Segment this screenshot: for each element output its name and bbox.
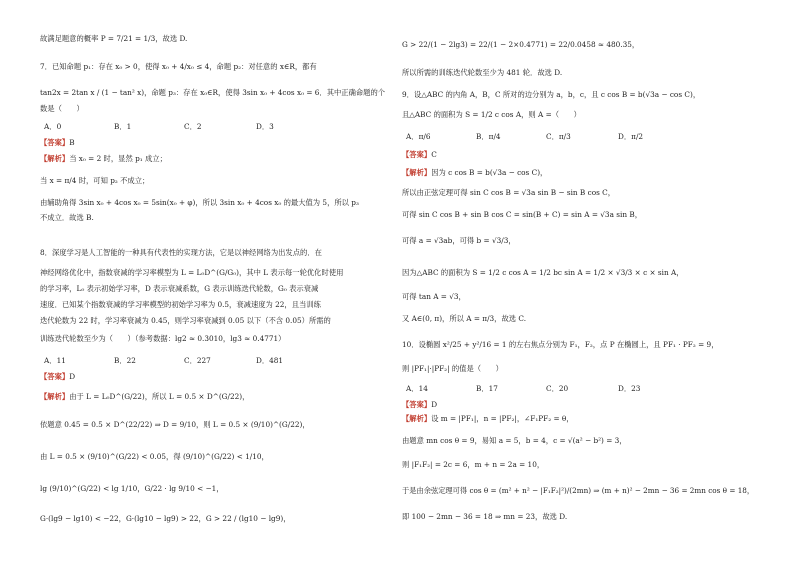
q7-solution-line2: 当 x = π/4 时，可知 p₂ 不成立； <box>40 176 150 185</box>
q10-option-b: B．17 <box>476 384 498 393</box>
q9-solution-line3: 可得 sin C cos B + sin B cos C = sin(B + C) = sin A = √3a sin B， <box>402 210 642 219</box>
q9-solution-line2: 所以由正弦定理可得 sin C cos B = √3a sin B − sin B cos C， <box>402 188 616 197</box>
q8-answer-value: D <box>69 372 76 381</box>
left-column <box>40 0 400 562</box>
q9-option-d: D．π/2 <box>618 132 644 141</box>
q9-stem-line1: 9．设△ABC 的内角 A，B，C 所对的边分别为 a，b，c，且 c cos B = b(√3a − cos C)， <box>402 90 701 99</box>
q9-solution-line6: 可得 tan A = √3， <box>402 292 466 301</box>
answer-tag: 【答案】 <box>40 372 70 381</box>
q8-solution-line1 <box>40 392 249 401</box>
q10-stem-line2: 则 |PF₁|·|PF₂| 的值是（ ） <box>402 364 503 373</box>
q8-solution-line5: G·(lg9 − lg10) < −22，G·(lg10 − lg9) > 22，G > 22 / (lg10 − lg9)， <box>40 514 291 523</box>
q9-solution-line7: 又 A∈(0, π)，所以 A = π/3，故选 C. <box>402 314 527 323</box>
q10-stem-line1: 10．设椭圆 x²/25 + y²/16 = 1 的左右焦点分别为 F₁，F₂，点 P 在椭圆上，且 PF₁ · PF₂ = 9， <box>402 340 719 349</box>
q9-answer <box>402 150 437 159</box>
solution-tag: 【解析】 <box>402 414 432 423</box>
prob-conclusion: 故满足题意的概率 P = 7/21 = 1/3，故选 D. <box>40 34 188 43</box>
q7-stem-line1: 7．已知命题 p₁：存在 x₀ > 0，使得 x₀ + 4/x₀ ≤ 4，命题 p₂：对任意的 x∈R，都有 <box>40 62 317 71</box>
q9-option-a: A．π/6 <box>406 132 431 141</box>
q8-solution-line3: 由 L = 0.5 × (9/10)^(G/22) < 0.05，得 (9/10)^(G/22) < 1/10， <box>40 452 269 461</box>
solution-tag: 【解析】 <box>40 154 70 163</box>
q8-stem-line3: 的学习率，L₀ 表示初始学习率，D 表示衰减系数，G 表示训练迭代轮数，G₀ 表示衰减 <box>40 284 319 293</box>
q10-answer <box>402 400 437 409</box>
solution-tag: 【解析】 <box>402 168 432 177</box>
q7-solution-text1: 当 x₀ = 2 时，显然 p₁ 成立； <box>69 154 167 163</box>
q8-answer <box>40 372 75 381</box>
q8-option-d: D．481 <box>256 356 284 365</box>
answer-tag: 【答案】 <box>402 150 432 159</box>
q9-stem-line2: 且△ABC 的面积为 S = 1/2 c cos A，则 A =（ ） <box>402 110 581 119</box>
q8-option-b: B．22 <box>114 356 136 365</box>
answer-tag: 【答案】 <box>402 400 432 409</box>
q7-solution-line1 <box>40 154 167 163</box>
q7-option-c: C．2 <box>184 122 202 131</box>
q10-solution-line5: 即 100 − 2mn − 36 = 18 ⇒ mn = 23，故选 D. <box>402 512 568 521</box>
solution-tag: 【解析】 <box>40 392 70 401</box>
q9-solution-line5: 因为△ABC 的面积为 S = 1/2 c cos A = 1/2 bc sin A = 1/2 × √3/3 × c × sin A， <box>402 268 684 277</box>
q7-option-a: A．0 <box>44 122 62 131</box>
q7-stem-line3: 数是（ ） <box>40 104 84 113</box>
q10-answer-value: D <box>431 400 438 409</box>
q9-option-c: C．π/3 <box>546 132 571 141</box>
q8-solution-cont2: 所以所需的训练迭代轮数至少为 481 轮．故选 D. <box>402 68 563 77</box>
q10-solution-line3: 则 |F₁F₂| = 2c = 6，m + n = 2a = 10， <box>402 460 545 469</box>
q7-solution-line4: 不成立．故选 B. <box>40 213 94 222</box>
q7-answer <box>40 138 75 147</box>
q7-option-b: B．1 <box>114 122 132 131</box>
q7-stem-line2: tan2x = 2tan x / (1 − tan² x)，命题 p₃：存在 x₀∈R，使得 3sin x₀ + 4cos x₀ = 6．其中正确命题的个 <box>40 88 386 97</box>
q10-solution-text1: 设 m = |PF₁|，n = |PF₂|，∠F₁PF₂ = θ， <box>431 414 574 423</box>
q7-solution-line3: 由辅助角得 3sin x₀ + 4cos x₀ = 5sin(x₀ + φ)，所以 3sin x₀ + 4cos x₀ 的最大值为 5，所以 p₃ <box>40 198 359 207</box>
q9-option-b: B．π/4 <box>476 132 501 141</box>
q8-stem-line4: 速度．已知某个指数衰减的学习率模型的初始学习率为 0.5，衰减速度为 22，且当训练 <box>40 300 321 309</box>
q10-solution-line1 <box>402 414 574 423</box>
q9-solution-line4: 可得 a = √3ab，可得 b = √3/3， <box>402 236 516 245</box>
q7-option-d: D．3 <box>256 122 274 131</box>
q8-solution-cont1: G > 22/(1 − 2lg3) = 22/(1 − 2×0.4771) = 22/0.0458 ≈ 480.35， <box>402 40 640 49</box>
q9-solution-text1: 因为 c cos B = b(√3a − cos C)， <box>431 168 548 177</box>
q9-solution-line1 <box>402 168 547 177</box>
q9-answer-value: C <box>431 150 437 159</box>
q10-solution-line4: 于是由余弦定理可得 cos θ = (m² + n² − |F₁F₂|²)/(2mn) ⇒ (m + n)² − 2mn − 36 = 2mn cos θ = 18， <box>402 486 755 495</box>
q7-answer-value: B <box>69 138 75 147</box>
right-column <box>402 0 762 562</box>
q10-option-c: C．20 <box>546 384 569 393</box>
q8-stem-line6: 训练迭代轮数至少为（ ）（参考数据：lg2 ≈ 0.3010，lg3 ≈ 0.4771） <box>40 334 286 343</box>
q10-option-a: A．14 <box>406 384 428 393</box>
q8-solution-text1: 由于 L = L₀D^(G/22)，所以 L = 0.5 × D^(G/22)， <box>69 392 250 401</box>
q8-stem-line2: 神经网络优化中，指数衰减的学习率模型为 L = L₀D^(G/G₀)，其中 L 表示每一轮优化时使用 <box>40 268 344 277</box>
q8-solution-line2: 依题意 0.45 = 0.5 × D^(22/22) ⇒ D = 9/10，则 L = 0.5 × (9/10)^(G/22)， <box>40 420 310 429</box>
answer-tag: 【答案】 <box>40 138 70 147</box>
q8-option-a: A．11 <box>44 356 66 365</box>
q8-solution-line4: lg (9/10)^(G/22) < lg 1/10，G/22 · lg 9/10 < −1， <box>40 484 224 493</box>
q8-option-c: C．227 <box>184 356 211 365</box>
q10-solution-line2: 由题意 mn cos θ = 9，易知 a = 5，b = 4，c = √(a² − b²) = 3， <box>402 436 627 445</box>
q10-option-d: D．23 <box>618 384 641 393</box>
q8-stem-line1: 8．深度学习是人工智能的一种具有代表性的实现方法，它是以神经网络为出发点的．在 <box>40 248 322 257</box>
q8-stem-line5: 迭代轮数为 22 时，学习率衰减为 0.45，则学习率衰减到 0.05 以下（不含 0.05）所需的 <box>40 316 331 325</box>
